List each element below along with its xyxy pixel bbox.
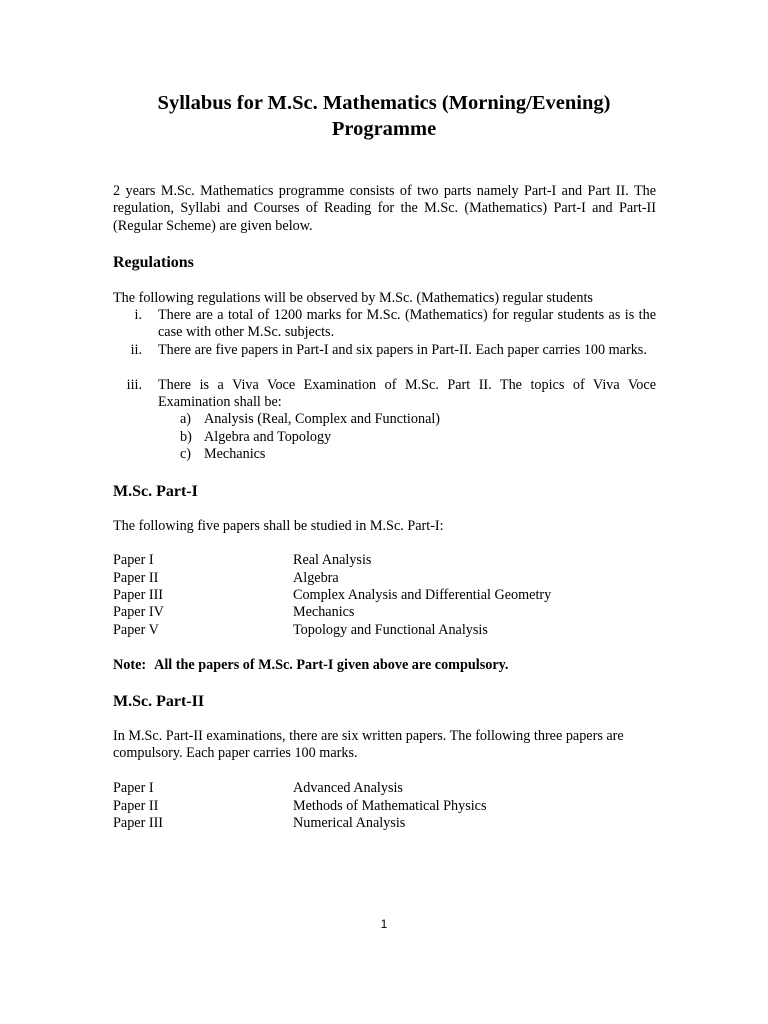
part2-heading: M.Sc. Part-II bbox=[113, 693, 205, 710]
page-title bbox=[100, 90, 668, 142]
paper-title: Methods of Mathematical Physics bbox=[293, 798, 487, 814]
paper-name: Paper III bbox=[113, 815, 164, 831]
viva-topic-item bbox=[180, 429, 331, 446]
paper-title: Advanced Analysis bbox=[293, 780, 403, 796]
paper-name: Paper III bbox=[113, 587, 164, 603]
viva-topic-text: Mechanics bbox=[204, 446, 266, 462]
intro-paragraph: 2 years M.Sc. Mathematics programme consists of two parts namely Part-I and Part II. The regulation, Syllabi and Courses of Reading for the M.Sc. (Mathematics) Part-I and Part-II (Regular Scheme) are given below. bbox=[113, 183, 656, 234]
paper-title: Algebra bbox=[293, 570, 339, 586]
viva-topic-item bbox=[180, 446, 265, 463]
viva-topic-label: a) bbox=[180, 411, 192, 427]
viva-topic-item bbox=[180, 411, 440, 428]
regulation-item-number: iii. bbox=[126, 377, 142, 393]
viva-topic-label: c) bbox=[180, 446, 192, 462]
note-label: Note: bbox=[113, 657, 147, 673]
paper-name: Paper I bbox=[113, 780, 154, 796]
paper-title: Topology and Functional Analysis bbox=[293, 622, 488, 638]
regulation-item-number: ii. bbox=[130, 342, 142, 358]
paper-title: Mechanics bbox=[293, 604, 355, 620]
paper-name: Paper V bbox=[113, 622, 159, 638]
paper-name: Paper IV bbox=[113, 604, 164, 620]
paper-name: Paper II bbox=[113, 798, 159, 814]
paper-title: Real Analysis bbox=[293, 552, 372, 568]
paper-title: Numerical Analysis bbox=[293, 815, 406, 831]
page-number: 1 bbox=[380, 917, 388, 931]
part1-heading: M.Sc. Part-I bbox=[113, 483, 198, 500]
note-text: All the papers of M.Sc. Part-I given above are compulsory. bbox=[154, 657, 509, 673]
part1-note bbox=[113, 657, 508, 674]
viva-topic-text: Analysis (Real, Complex and Functional) bbox=[204, 411, 441, 427]
regulation-item-text: There are a total of 1200 marks for M.Sc. (Mathematics) for regular students as is the case with other M.Sc. subjects. bbox=[158, 307, 656, 341]
regulation-item-number: i. bbox=[134, 307, 142, 323]
viva-topic-text: Algebra and Topology bbox=[204, 429, 332, 445]
part1-lead: The following five papers shall be studied in M.Sc. Part-I: bbox=[113, 518, 444, 534]
paper-title: Complex Analysis and Differential Geometry bbox=[293, 587, 552, 603]
regulation-item-text: There are five papers in Part-I and six papers in Part-II. Each paper carries 100 marks. bbox=[158, 342, 647, 358]
part2-lead: In M.Sc. Part-II examinations, there are six written papers. The following three papers are compulsory. Each paper carries 100 marks. bbox=[113, 728, 624, 762]
regulation-item-text: There is a Viva Voce Examination of M.Sc. Part II. The topics of Viva Voce Examination shall be: bbox=[158, 377, 656, 411]
paper-name: Paper II bbox=[113, 570, 159, 586]
regulations-heading: Regulations bbox=[113, 254, 194, 271]
regulations-lead: The following regulations will be observed by M.Sc. (Mathematics) regular students bbox=[113, 290, 593, 306]
title-line-1: Syllabus for M.Sc. Mathematics (Morning/Evening) bbox=[157, 92, 611, 114]
paper-name: Paper I bbox=[113, 552, 154, 568]
viva-topic-label: b) bbox=[180, 429, 192, 445]
title-line-2: Programme bbox=[331, 118, 437, 140]
